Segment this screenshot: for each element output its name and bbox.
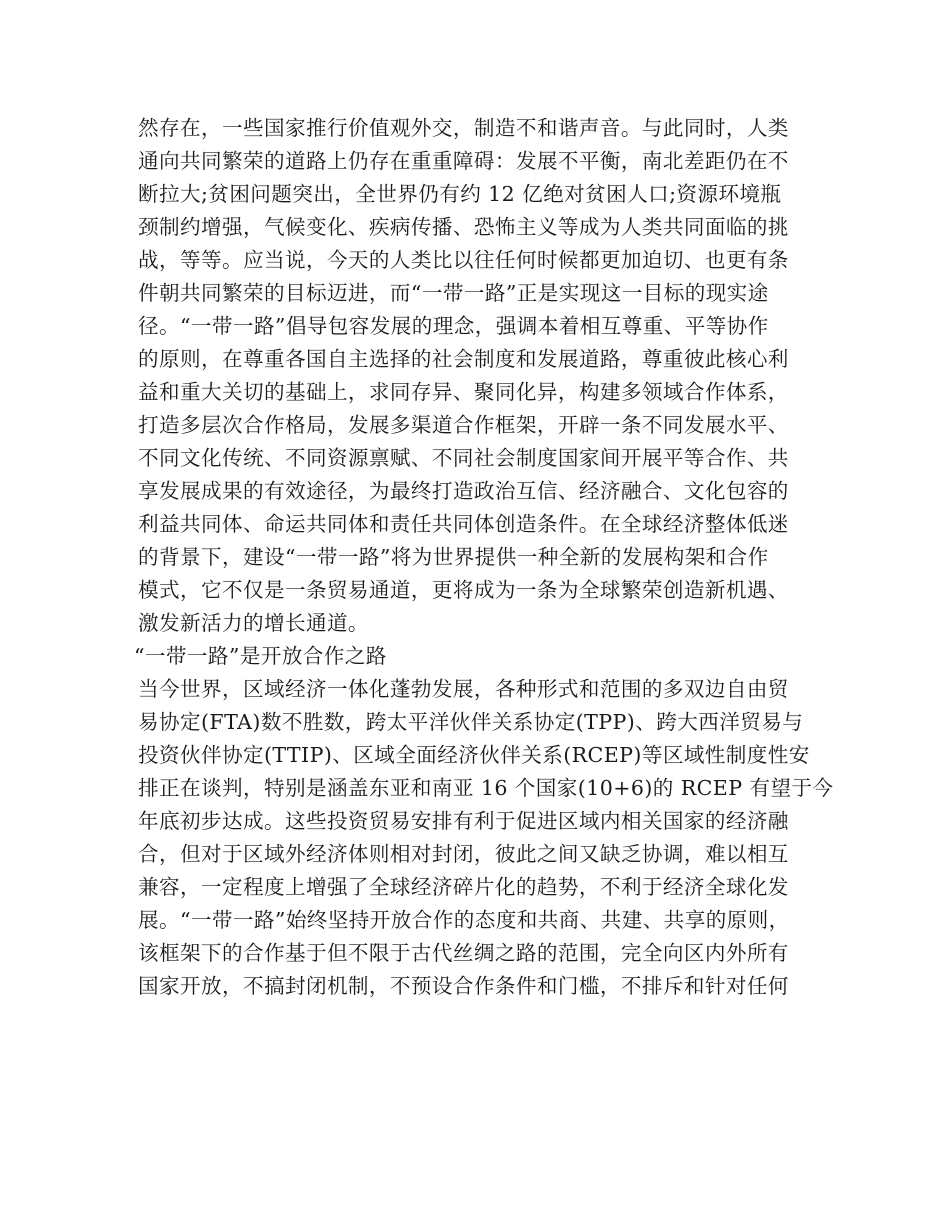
text-line: 打造多层次合作格局，发展多渠道合作框架，开辟一条不同发展水平、 bbox=[138, 413, 789, 437]
text-line: 排正在谈判，特别是涵盖东亚和南亚 16 个国家(10+6)的 RCEP 有望于今 bbox=[138, 776, 834, 800]
text-line: 颈制约增强，气候变化、疾病传播、恐怖主义等成为人类共同面临的挑 bbox=[138, 215, 789, 239]
section-heading: “一带一路”是开放合作之路 bbox=[134, 644, 387, 668]
text-line: 的背景下，建设“一带一路”将为世界提供一种全新的发展构架和合作 bbox=[138, 545, 769, 569]
text-line: 战，等等。应当说，今天的人类比以往任何时候都更加迫切、也更有条 bbox=[138, 248, 789, 272]
text-line: 年底初步达成。这些投资贸易安排有利于促进区域内相关国家的经济融 bbox=[138, 809, 789, 833]
text-line: 投资伙伴协定(TTIP)、区域全面经济伙伴关系(RCEP)等区域性制度性安 bbox=[138, 743, 810, 767]
text-line: 易协定(FTA)数不胜数，跨太平洋伙伴关系协定(TPP)、跨大西洋贸易与 bbox=[138, 710, 804, 734]
text-line: 展。“一带一路”始终坚持开放合作的态度和共商、共建、共享的原则， bbox=[138, 908, 790, 932]
text-line: 不同文化传统、不同资源禀赋、不同社会制度国家间开展平等合作、共 bbox=[138, 446, 789, 470]
text-line: 模式，它不仅是一条贸易通道，更将成为一条为全球繁荣创造新机遇、 bbox=[138, 578, 789, 602]
text-line: 当今世界，区域经济一体化蓬勃发展，各种形式和范围的多双边自由贸 bbox=[138, 677, 789, 701]
text-line: 件朝共同繁荣的目标迈进，而“一带一路”正是实现这一目标的现实途 bbox=[138, 281, 769, 305]
text-line: 享发展成果的有效途径，为最终打造政治互信、经济融合、文化包容的 bbox=[138, 479, 789, 503]
text-line: 该框架下的合作基于但不限于古代丝绸之路的范围，完全向区内外所有 bbox=[138, 941, 789, 965]
text-line: 通向共同繁荣的道路上仍存在重重障碍：发展不平衡，南北差距仍在不 bbox=[138, 149, 789, 173]
body-text bbox=[134, 112, 834, 1003]
text-line: 断拉大;贫困问题突出，全世界仍有约 12 亿绝对贫困人口;资源环境瓶 bbox=[138, 182, 782, 206]
text-line: 径。“一带一路”倡导包容发展的理念，强调本着相互尊重、平等协作 bbox=[138, 314, 769, 338]
text-line: 的原则，在尊重各国自主选择的社会制度和发展道路，尊重彼此核心利 bbox=[138, 347, 789, 371]
text-line: 益和重大关切的基础上，求同存异、聚同化异，构建多领域合作体系， bbox=[138, 380, 789, 404]
text-line: 兼容，一定程度上增强了全球经济碎片化的趋势，不利于经济全球化发 bbox=[138, 875, 789, 899]
text-line: 然存在，一些国家推行价值观外交，制造不和谐声音。与此同时，人类 bbox=[138, 116, 789, 140]
text-line: 利益共同体、命运共同体和责任共同体创造条件。在全球经济整体低迷 bbox=[138, 512, 789, 536]
text-line: 合，但对于区域外经济体则相对封闭，彼此之间又缺乏协调，难以相互 bbox=[138, 842, 789, 866]
text-line: 激发新活力的增长通道。 bbox=[138, 611, 369, 635]
text-line: 国家开放，不搞封闭机制，不预设合作条件和门槛，不排斥和针对任何 bbox=[138, 974, 789, 998]
